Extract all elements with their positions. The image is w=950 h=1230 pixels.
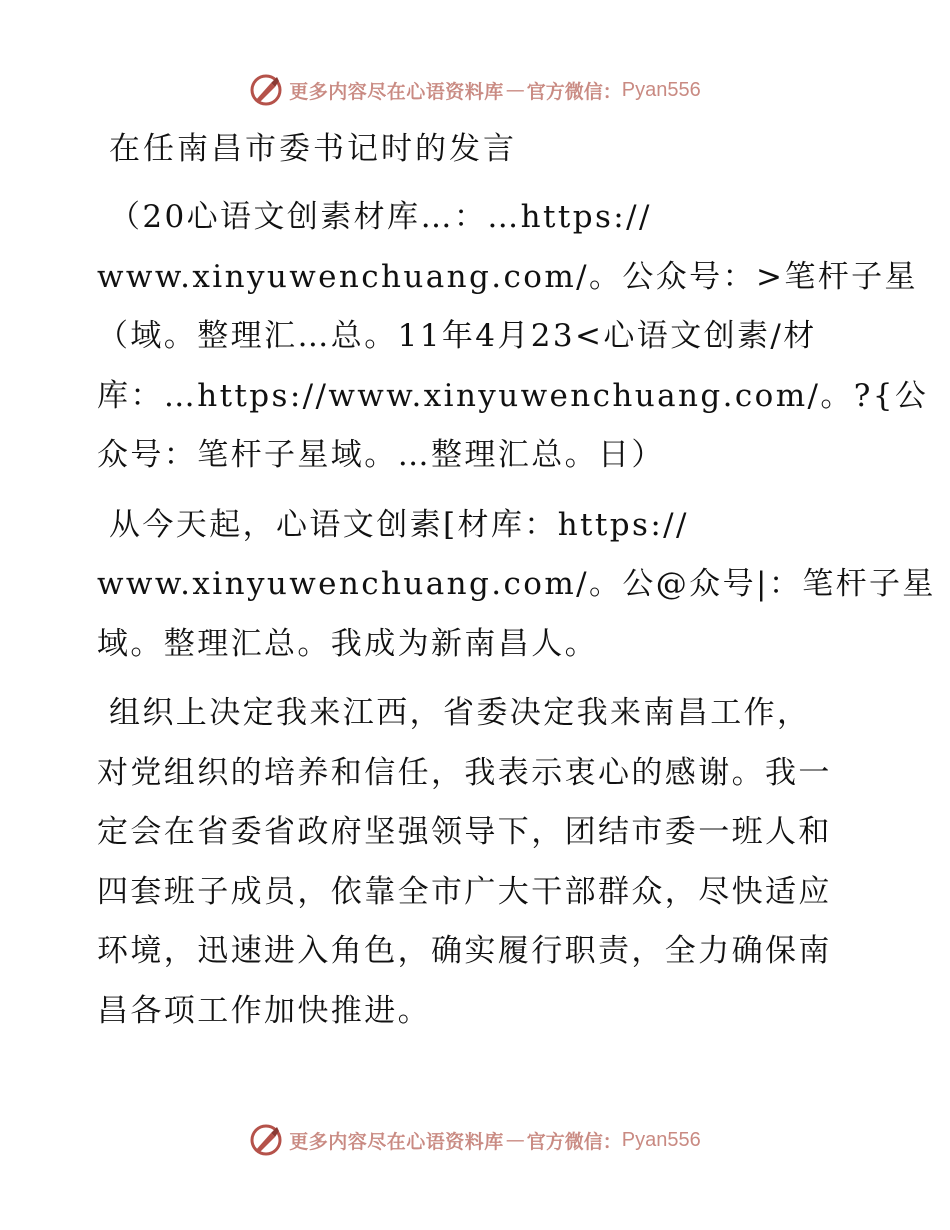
pen-logo-icon bbox=[249, 1123, 283, 1157]
paragraph-line: 四套班子成员，依靠全市广大干部群众，尽快适应 bbox=[97, 873, 832, 910]
paragraph-1 bbox=[97, 188, 857, 248]
paragraph-2 bbox=[97, 496, 857, 556]
document-body bbox=[97, 120, 936, 1041]
paragraph-line: （20心语文创素材库…：…https:// bbox=[109, 199, 652, 235]
banner-wechat-label: 官方微信： bbox=[526, 1130, 622, 1153]
paragraph-line: 昌各项工作加快推进。 bbox=[97, 992, 431, 1029]
paragraph-2-cont bbox=[97, 555, 936, 674]
banner-dash: — bbox=[505, 1129, 525, 1151]
pen-logo-icon bbox=[249, 73, 283, 107]
paragraph-line: （域。整理汇…总。11年4月23<心语文创素/材 bbox=[97, 318, 817, 354]
paragraph-line: 库：…https://www.xinyuwenchuang.com/。?{公 bbox=[97, 377, 929, 414]
footer-banner bbox=[0, 1120, 950, 1160]
paragraph-line: 从今天起，心语文创素[材库：https:// bbox=[109, 506, 689, 543]
banner-text: 更多内容尽在心语资料库 bbox=[289, 1130, 504, 1153]
paragraph-1-cont bbox=[97, 248, 929, 486]
banner-wechat-id: Pyan556 bbox=[621, 78, 701, 101]
paragraph-line: 对党组织的培养和信任，我表示衷心的感谢。我一 bbox=[97, 754, 832, 791]
paragraph-line: 组织上决定我来江西，省委决定我来南昌工作， bbox=[109, 695, 811, 731]
document-title: 在任南昌市委书记时的发言 bbox=[109, 131, 517, 167]
paragraph-line: 域。整理汇总。我成为新南昌人。 bbox=[97, 625, 598, 662]
paragraph-line: 环境，迅速进入角色，确实履行职责，全力确保南 bbox=[97, 933, 832, 969]
banner-dash: — bbox=[505, 79, 525, 101]
paragraph-line: www.xinyuwenchuang.com/。公众号：>笔杆子星 bbox=[97, 258, 918, 295]
paragraph-3 bbox=[97, 684, 857, 744]
paragraph-line: 众号：笔杆子星域。…整理汇总。日） bbox=[97, 437, 665, 473]
banner-wechat-label: 官方微信： bbox=[526, 80, 622, 103]
header-banner bbox=[0, 70, 950, 110]
paragraph-line: 定会在省委省政府坚强领导下，团结市委一班人和 bbox=[97, 814, 832, 850]
banner-text: 更多内容尽在心语资料库 bbox=[289, 80, 504, 103]
banner-wechat-id: Pyan556 bbox=[621, 1128, 701, 1151]
paragraph-line: www.xinyuwenchuang.com/。公@众号|：笔杆子星 bbox=[97, 566, 936, 602]
paragraph-3-cont bbox=[97, 744, 857, 1042]
